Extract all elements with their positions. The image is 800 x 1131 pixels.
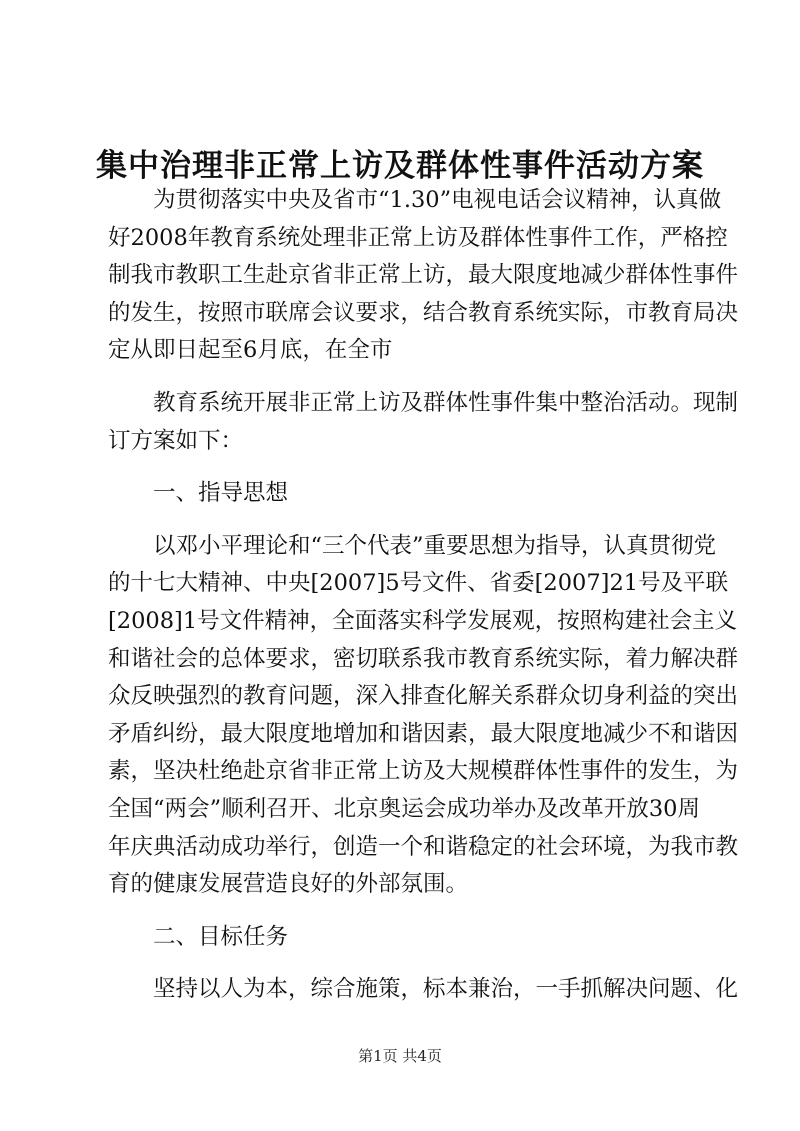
text-line: 的发生，按照市联席会议要求，结合教育系统实际，市教育局决 [108, 299, 739, 326]
text-line: [2008]1号文件精神，全面落实科学发展观，按照构建社会主义 [108, 607, 738, 634]
section-heading-guiding-thought [108, 475, 700, 513]
section-heading-goals [108, 919, 700, 957]
text-line: 定从即日起至6月底，在全市 [108, 337, 393, 364]
paragraph-intro [108, 182, 739, 370]
text-line: 以邓小平理论和“三个代表”重要思想为指导，认真贯彻党 [153, 532, 717, 559]
text-line: 全国“两会”顺利召开、北京奥运会成功举办及改革开放30周 [108, 795, 700, 822]
text-line: 和谐社会的总体要求，密切联系我市教育系统实际，着力解决群 [108, 645, 739, 672]
paragraph-intro-continued [108, 385, 739, 460]
text-line: 为贯彻落实中央及省市“1.30”电视电话会议精神，认真做 [153, 187, 722, 213]
text-line: 育的健康发展营造良好的外部氛围。 [108, 871, 469, 898]
page-number: 第1页 共4页 [358, 1047, 442, 1065]
text-line: 矛盾纠纷，最大限度地增加和谐因素，最大限度地减少不和谐因 [108, 720, 739, 747]
paragraph-guiding-thought [108, 528, 739, 904]
text-line: 的十七大精神、中央[2007]5号文件、省委[2007]21号及平联 [108, 570, 729, 597]
section-heading: 一、指导思想 [153, 480, 289, 507]
document-body [108, 182, 739, 1024]
text-line: 教育系统开展非正常上访及群体性事件集中整治活动。现制 [153, 389, 739, 416]
section-heading: 二、目标任务 [153, 923, 289, 950]
text-line: 素，坚决杜绝赴京省非正常上访及大规模群体性事件的发生，为 [108, 758, 739, 785]
text-line: 制我市教职工生赴京省非正常上访，最大限度地减少群体性事件 [108, 262, 739, 289]
text-line: 坚持以人为本，综合施策，标本兼治，一手抓解决问题、化 [153, 976, 739, 1003]
text-line: 订方案如下： [108, 427, 244, 454]
text-line: 年庆典活动成功举行，创造一个和谐稳定的社会环境，为我市教 [108, 833, 739, 860]
document-title: 集中治理非正常上访及群体性事件活动方案 [96, 148, 704, 184]
paragraph-goals [108, 971, 739, 1009]
text-line: 好2008年教育系统处理非正常上访及群体性事件工作，严格控 [108, 224, 728, 251]
text-line: 众反映强烈的教育问题，深入排查化解关系群众切身利益的突出 [108, 683, 739, 710]
